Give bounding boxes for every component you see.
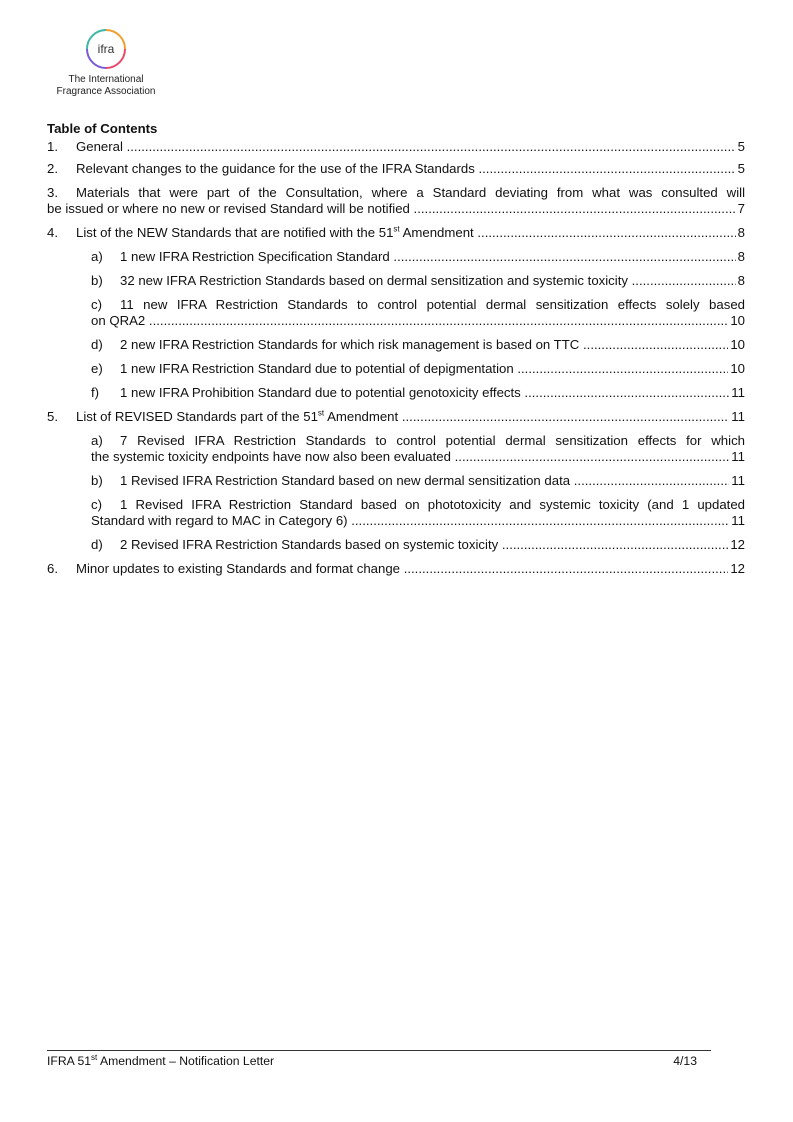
- ifra-logo-mark: [83, 26, 129, 72]
- toc-entry-page: 10: [730, 361, 745, 376]
- toc-entry-text-line2: the systemic toxicity endpoints have now also been evaluated .....: [91, 449, 729, 465]
- toc-entry-number: a): [91, 249, 103, 264]
- toc-entry-number: e): [91, 361, 103, 376]
- toc-entry-number: 3.: [47, 185, 58, 200]
- page-footer: [47, 1050, 711, 1068]
- logo-mark-text: ifra: [97, 42, 115, 56]
- toc-entry-page: 11: [731, 473, 745, 488]
- toc-entry-text-line1: Materials that were part of the Consultation, where a Standard deviating from what was consulted will: [76, 185, 745, 200]
- toc-entry-5b[interactable]: [47, 473, 745, 489]
- toc-entry-page: 11: [731, 409, 745, 424]
- toc-entry-page: 8: [737, 225, 745, 240]
- toc-entry-text: 1 new IFRA Restriction Specification Standard .....: [120, 249, 736, 265]
- toc-title: Table of Contents: [47, 121, 158, 136]
- logo-caption-line1: The International: [68, 74, 144, 85]
- toc-entry-text: 1 Revised IFRA Restriction Standard based on new dermal sensitization data .....: [120, 473, 729, 489]
- toc-entry-number: b): [91, 273, 103, 288]
- toc-entry-page: 8: [737, 249, 745, 264]
- toc-entry-text: 1 new IFRA Prohibition Standard due to potential genotoxicity effects .....: [120, 385, 729, 401]
- toc-entry-text-line1: 7 Revised IFRA Restriction Standards to control potential dermal sensitization effects for which: [120, 433, 745, 448]
- toc-entry-text: 2 new IFRA Restriction Standards for which risk management is based on TTC .....: [120, 337, 728, 353]
- ifra-logo: [50, 26, 162, 98]
- toc-entry-4c[interactable]: [47, 297, 745, 329]
- toc-entry-4f[interactable]: [47, 385, 745, 401]
- toc-entry-number: 1.: [47, 139, 58, 154]
- toc-entry-page: 11: [731, 385, 745, 400]
- toc-entry-4e[interactable]: [47, 361, 745, 377]
- toc-entry-page: 5: [737, 161, 745, 176]
- toc-entry-2[interactable]: [47, 161, 745, 177]
- toc-entry-number: 4.: [47, 225, 58, 240]
- toc-entry-page: 10: [730, 313, 745, 328]
- toc-entry-page: 11: [731, 449, 745, 464]
- toc-entry-5c[interactable]: [47, 497, 745, 529]
- toc-entry-number: c): [91, 497, 102, 512]
- toc-entry-text-line2: Standard with regard to MAC in Category 6) .....: [91, 513, 729, 529]
- logo-caption-line2: Fragrance Association: [56, 86, 156, 97]
- toc-entry-4d[interactable]: [47, 337, 745, 353]
- toc-entry-number: a): [91, 433, 103, 448]
- toc-entry-text: Relevant changes to the guidance for the use of the IFRA Standards .....: [76, 161, 736, 177]
- toc-entry-4a[interactable]: [47, 249, 745, 265]
- toc-entry-page: 7: [737, 201, 745, 216]
- toc-entry-page: 12: [730, 537, 745, 552]
- toc-entry-number: c): [91, 297, 102, 312]
- toc-entry-5d[interactable]: [47, 537, 745, 553]
- toc-entry-page: 12: [730, 561, 745, 576]
- toc-entry-text-line1: 1 Revised IFRA Restriction Standard based on phototoxicity and systemic toxicity (and 1 updated: [120, 497, 745, 512]
- toc-entry-number: d): [91, 337, 103, 352]
- toc-entry-text-line1: 11 new IFRA Restriction Standards to control potential dermal sensitization effects solely based: [120, 297, 745, 312]
- footer-page-number: 4/13: [673, 1054, 697, 1068]
- toc-entry-page: 5: [737, 139, 745, 154]
- footer-document-title: IFRA 51st Amendment – Notification Letter: [47, 1052, 275, 1068]
- table-of-contents: [47, 121, 745, 585]
- toc-entry-text: Minor updates to existing Standards and format change .....: [76, 561, 728, 577]
- toc-entry-page: 11: [731, 513, 745, 528]
- logo-caption: [50, 74, 162, 98]
- toc-entry-page: 8: [737, 273, 745, 288]
- toc-entry-4[interactable]: [47, 225, 745, 241]
- toc-entry-number: d): [91, 537, 103, 552]
- toc-entry-5[interactable]: [47, 409, 745, 425]
- toc-entry-6[interactable]: [47, 561, 745, 577]
- toc-entry-5a[interactable]: [47, 433, 745, 465]
- toc-entry-page: 10: [730, 337, 745, 352]
- toc-entry-text-line2: on QRA2 .....: [91, 313, 728, 329]
- toc-entry-text: List of the NEW Standards that are notified with the 51st Amendment .....: [76, 225, 736, 241]
- toc-entry-number: f): [91, 385, 100, 400]
- toc-entry-number: 5.: [47, 409, 58, 424]
- toc-entry-text: General .....: [76, 139, 736, 155]
- toc-entry-number: 2.: [47, 161, 58, 176]
- toc-entry-4b[interactable]: [47, 273, 745, 289]
- toc-entry-1[interactable]: [47, 139, 745, 155]
- toc-entry-3[interactable]: [47, 185, 745, 217]
- toc-entry-text-line2: be issued or where no new or revised Standard will be notified .....: [47, 201, 736, 217]
- toc-entry-number: b): [91, 473, 103, 488]
- toc-entry-number: 6.: [47, 561, 58, 576]
- toc-entry-text: 2 Revised IFRA Restriction Standards based on systemic toxicity .....: [120, 537, 728, 553]
- toc-entry-text: List of REVISED Standards part of the 51st Amendment .....: [76, 409, 729, 425]
- toc-entry-text: 1 new IFRA Restriction Standard due to potential of depigmentation .....: [120, 361, 728, 377]
- toc-entry-text: 32 new IFRA Restriction Standards based on dermal sensitization and systemic toxicity .....: [120, 273, 736, 289]
